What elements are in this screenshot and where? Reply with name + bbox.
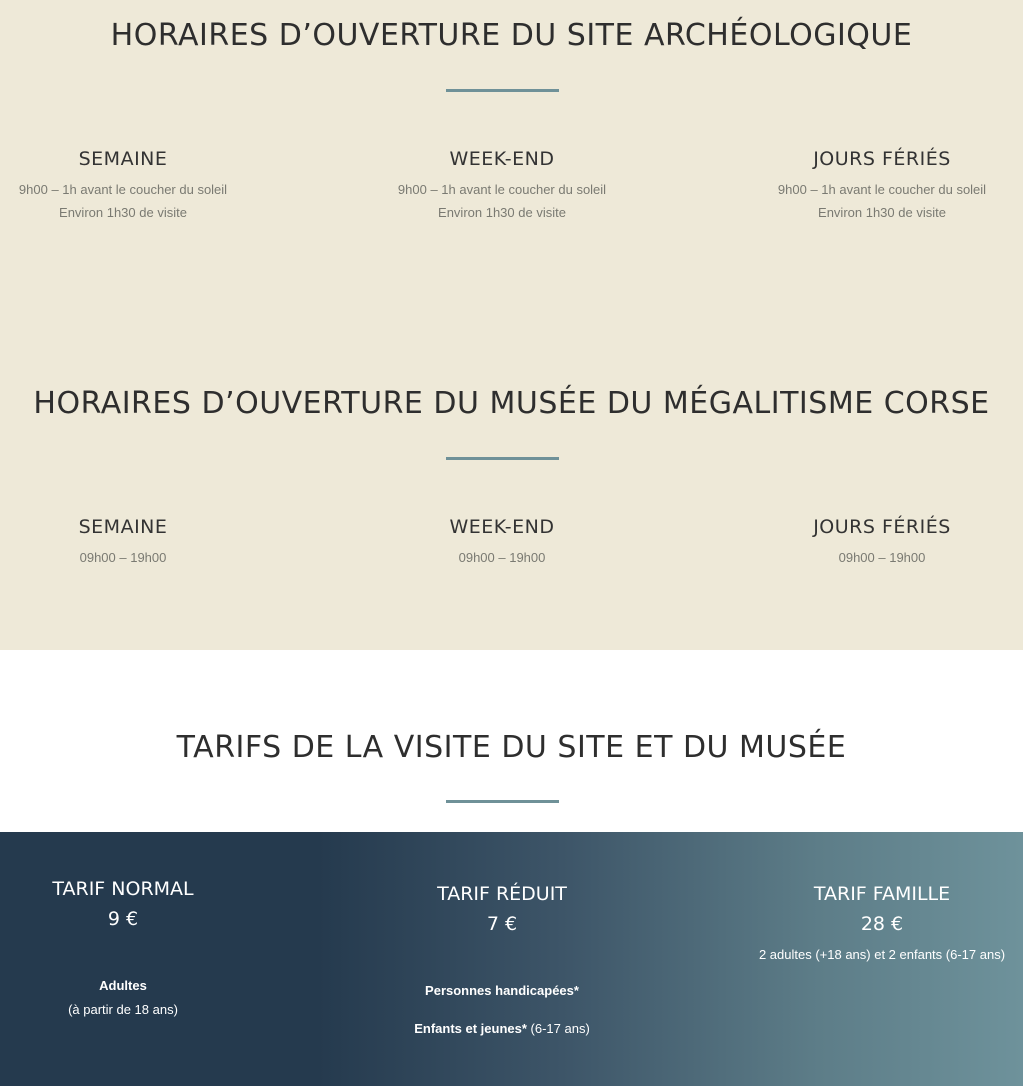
- tarif-price: 28 €: [860, 913, 904, 935]
- divider: [446, 457, 559, 460]
- col-duration: Environ 1h30 de visite: [438, 205, 566, 220]
- col-label: WEEK-END: [449, 148, 555, 170]
- col-label: SEMAINE: [78, 148, 168, 170]
- tarif-label: TARIF FAMILLE: [813, 883, 951, 905]
- tarifs-header: [0, 650, 1023, 832]
- tarif-who: Enfants et jeunes*: [414, 1021, 527, 1036]
- col-duration: Environ 1h30 de visite: [59, 205, 187, 220]
- tarif-note: (à partir de 18 ans): [68, 1002, 178, 1017]
- col-label: JOURS FÉRIÉS: [813, 148, 951, 170]
- col-hours: 9h00 – 1h avant le coucher du soleil: [777, 182, 987, 197]
- tarifs-section: [0, 832, 1023, 1086]
- tarifs-title: TARIFS DE LA VISITE DU SITE ET DU MUSÉE: [176, 730, 847, 765]
- museum-col-weekend: [352, 516, 652, 569]
- tarif-note: (6-17 ans): [530, 1021, 590, 1036]
- col-label: WEEK-END: [449, 516, 555, 538]
- col-label: SEMAINE: [78, 516, 168, 538]
- tarif-label: TARIF RÉDUIT: [437, 883, 567, 905]
- col-hours: 9h00 – 1h avant le coucher du soleil: [18, 182, 228, 197]
- col-hours: 09h00 – 19h00: [458, 550, 546, 565]
- divider: [446, 800, 559, 803]
- site-col-semaine: [0, 148, 273, 224]
- tarif-who: Personnes handicapées*: [425, 983, 579, 998]
- col-duration: Environ 1h30 de visite: [818, 205, 946, 220]
- tarif-label: TARIF NORMAL: [52, 878, 194, 900]
- col-hours: 09h00 – 19h00: [838, 550, 926, 565]
- site-hours-title: HORAIRES D’OUVERTURE DU SITE ARCHÉOLOGIQUE: [110, 18, 913, 53]
- tarif-normal: [0, 878, 283, 1022]
- museum-col-feries: [732, 516, 1023, 569]
- site-col-weekend: [352, 148, 652, 224]
- tarif-price: 7 €: [486, 913, 518, 935]
- tarif-reduit: [342, 883, 662, 1041]
- tarif-note: 2 adultes (+18 ans) et 2 enfants (6-17 ans): [758, 947, 1006, 962]
- site-col-feries: [732, 148, 1023, 224]
- tarif-famille: [722, 883, 1023, 967]
- divider: [446, 89, 559, 92]
- col-hours: 09h00 – 19h00: [79, 550, 167, 565]
- tarif-price: 9 €: [107, 908, 139, 930]
- tarif-who: Adultes: [99, 978, 147, 993]
- col-hours: 9h00 – 1h avant le coucher du soleil: [397, 182, 607, 197]
- museum-col-semaine: [0, 516, 273, 569]
- col-label: JOURS FÉRIÉS: [813, 516, 951, 538]
- museum-hours-title: HORAIRES D’OUVERTURE DU MUSÉE DU MÉGALITISME CORSE: [33, 386, 990, 421]
